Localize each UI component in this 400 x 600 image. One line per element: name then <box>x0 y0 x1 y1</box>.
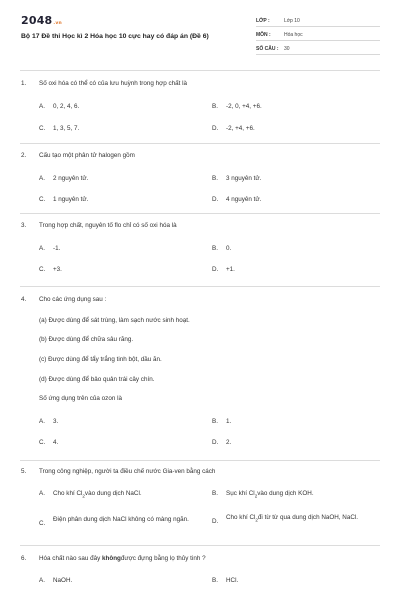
document-title: Bộ 17 Đề thi Học kì 2 Hóa học 10 cực hay có đáp án (Đề 6) <box>21 33 209 40</box>
question-number: 4. <box>21 296 27 303</box>
question-number: 2. <box>21 152 27 159</box>
question-stem: Cho các ứng dụng sau : <box>39 296 107 303</box>
question-stem: Hóa chất nào sau đây khôngđược đựng bằng lọ thủy tinh ? <box>39 555 206 562</box>
meta-key: MÔN : <box>256 32 271 38</box>
question-divider <box>20 286 380 287</box>
meta-value: 30 <box>284 46 290 52</box>
meta-class-row <box>256 15 380 27</box>
question-stem: Trong công nghiệp, người ta điều chế nước Gia-ven bằng cách <box>39 468 216 475</box>
meta-value: Hóa học <box>284 32 303 38</box>
header-divider <box>20 70 380 71</box>
question-number: 3. <box>21 222 27 229</box>
question-stem: Cấu tạo một phân tử halogen gồm <box>39 152 135 159</box>
question-prompt: Số ứng dụng trên của ozon là <box>39 395 122 402</box>
question-stem: Số oxi hóa có thể có của lưu huỳnh trong hợp chất là <box>39 80 188 87</box>
meta-value: Lớp 10 <box>284 18 300 24</box>
meta-subject-row <box>256 29 380 41</box>
question-divider <box>20 460 380 461</box>
exam-header <box>0 0 400 74</box>
question-divider <box>20 143 380 144</box>
meta-key: LỚP : <box>256 18 270 24</box>
question-number: 1. <box>21 80 27 87</box>
question-divider <box>20 545 380 546</box>
statement-a: (a) Được dùng để sát trùng, làm sạch nước sinh hoạt. <box>39 317 190 324</box>
statement-b: (b) Được dùng để chữa sâu răng. <box>39 336 134 343</box>
question-number: 6. <box>21 555 27 562</box>
statement-c: (c) Được dùng để tẩy trắng tinh bột, dầu ăn. <box>39 356 162 363</box>
question-number: 5. <box>21 468 27 475</box>
question-divider <box>20 213 380 214</box>
question-stem: Trong hợp chất, nguyên tố flo chỉ có số oxi hóa là <box>39 222 177 229</box>
meta-count-row <box>256 43 380 55</box>
meta-key: SỐ CÂU : <box>256 46 279 52</box>
site-logo[interactable]: 2048.vn <box>21 14 62 27</box>
statement-d: (d) Được dùng để bảo quản trái cây chín. <box>39 376 155 383</box>
